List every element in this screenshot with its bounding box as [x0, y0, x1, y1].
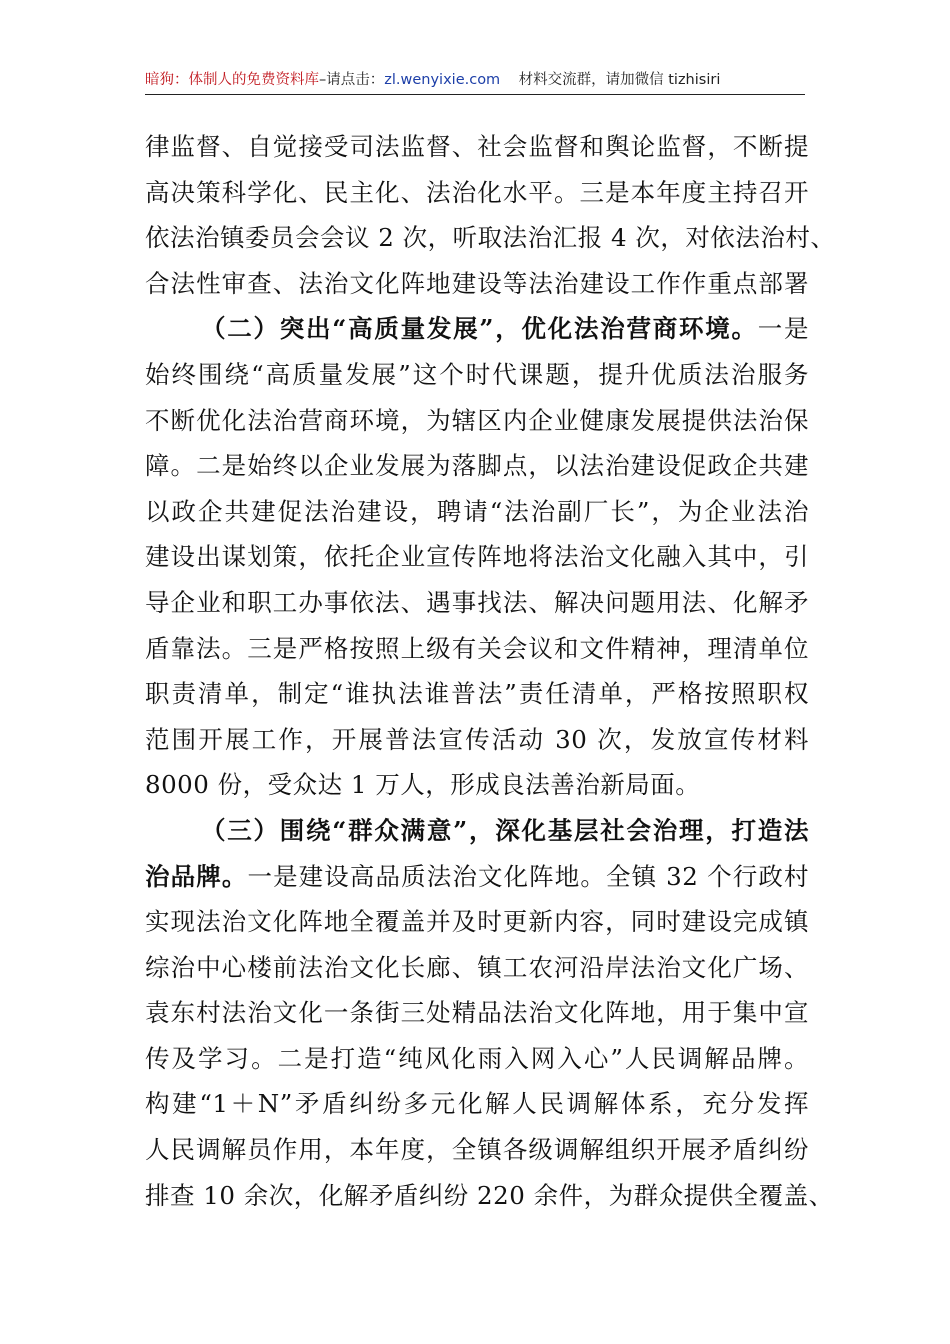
body-line: 实现法治文化阵地全覆盖并及时更新内容，同时建设完成镇 [145, 907, 809, 937]
body-line: 始终围绕“高质量发展”这个时代课题，提升优质法治服务 [145, 359, 809, 389]
body-line: 综治中心楼前法治文化长廊、镇工农河沿岸法治文化广场、 [145, 952, 809, 982]
body-line: 8000 份，受众达 1 万人，形成良法善治新局面。 [145, 770, 701, 800]
body-line: 建设出谋划策，依托企业宣传阵地将法治文化融入其中，引 [145, 542, 809, 572]
body-fragment: 一是 [757, 314, 810, 344]
section-heading-3: （三）围绕“群众满意”，深化基层社会治理，打造法 [201, 815, 809, 845]
body-fragment: 一是建设高品质法治文化阵地。全镇 32 个行政村 [247, 861, 810, 891]
body-line: 律监督、自觉接受司法监督、社会监督和舆论监督，不断提 [145, 132, 809, 161]
body-line: 构建“1＋N”矛盾纠纷多元化解人民调解体系，充分发挥 [145, 1089, 809, 1119]
section-heading-line [145, 306, 809, 352]
header-url-link[interactable]: zl.wenyixie.com [384, 72, 501, 88]
body-line: 依法治镇委员会会议 2 次，听取法治汇报 4 次，对依法治村、 [145, 223, 836, 253]
body-line: 合法性审查、法治文化阵地建设等法治建设工作作重点部署 [145, 268, 809, 298]
header-click-prefix: –请点击： [319, 72, 385, 88]
header-wechat-note: 材料交流群，请加微信 tizhisiri [518, 72, 721, 88]
body-line: 范围开展工作，开展普法宣传活动 30 次，发放宣传材料 [145, 724, 809, 754]
header-brand: 暗狗：体制人的免费资料库 [145, 72, 319, 88]
document-body [145, 124, 836, 1218]
body-line: 导企业和职工办事依法、遇事找法、解决问题用法、化解矛 [145, 587, 809, 617]
body-line: 不断优化法治营商环境，为辖区内企业健康发展提供法治保 [145, 405, 809, 435]
body-line: 高决策科学化、民主化、法治化水平。三是本年度主持召开 [145, 177, 809, 207]
section-heading-3-continued-line [145, 854, 809, 900]
section-heading-3-end: 治品牌。 [145, 861, 248, 891]
body-line: 人民调解员作用，本年度，全镇各级调解组织开展矛盾纠纷 [145, 1135, 809, 1165]
body-line: 以政企共建促法治建设，聘请“法治副厂长”，为企业法治 [145, 496, 809, 526]
page-header [145, 66, 805, 95]
section-heading-2: （二）突出“高质量发展”，优化法治营商环境。 [201, 314, 758, 344]
body-line: 袁东村法治文化一条街三处精品法治文化阵地，用于集中宣 [145, 998, 809, 1028]
body-line: 盾靠法。三是严格按照上级有关会议和文件精神，理清单位 [145, 633, 809, 663]
body-line: 职责清单，制定“谁执法谁普法”责任清单，严格按照职权 [145, 679, 809, 709]
body-line: 排查 10 余次，化解矛盾纠纷 220 余件，为群众提供全覆盖、 [145, 1180, 834, 1210]
body-line: 传及学习。二是打造“纯风化雨入网入心”人民调解品牌。 [145, 1043, 809, 1073]
body-line: 障。二是始终以企业发展为落脚点，以法治建设促政企共建 [145, 451, 809, 481]
